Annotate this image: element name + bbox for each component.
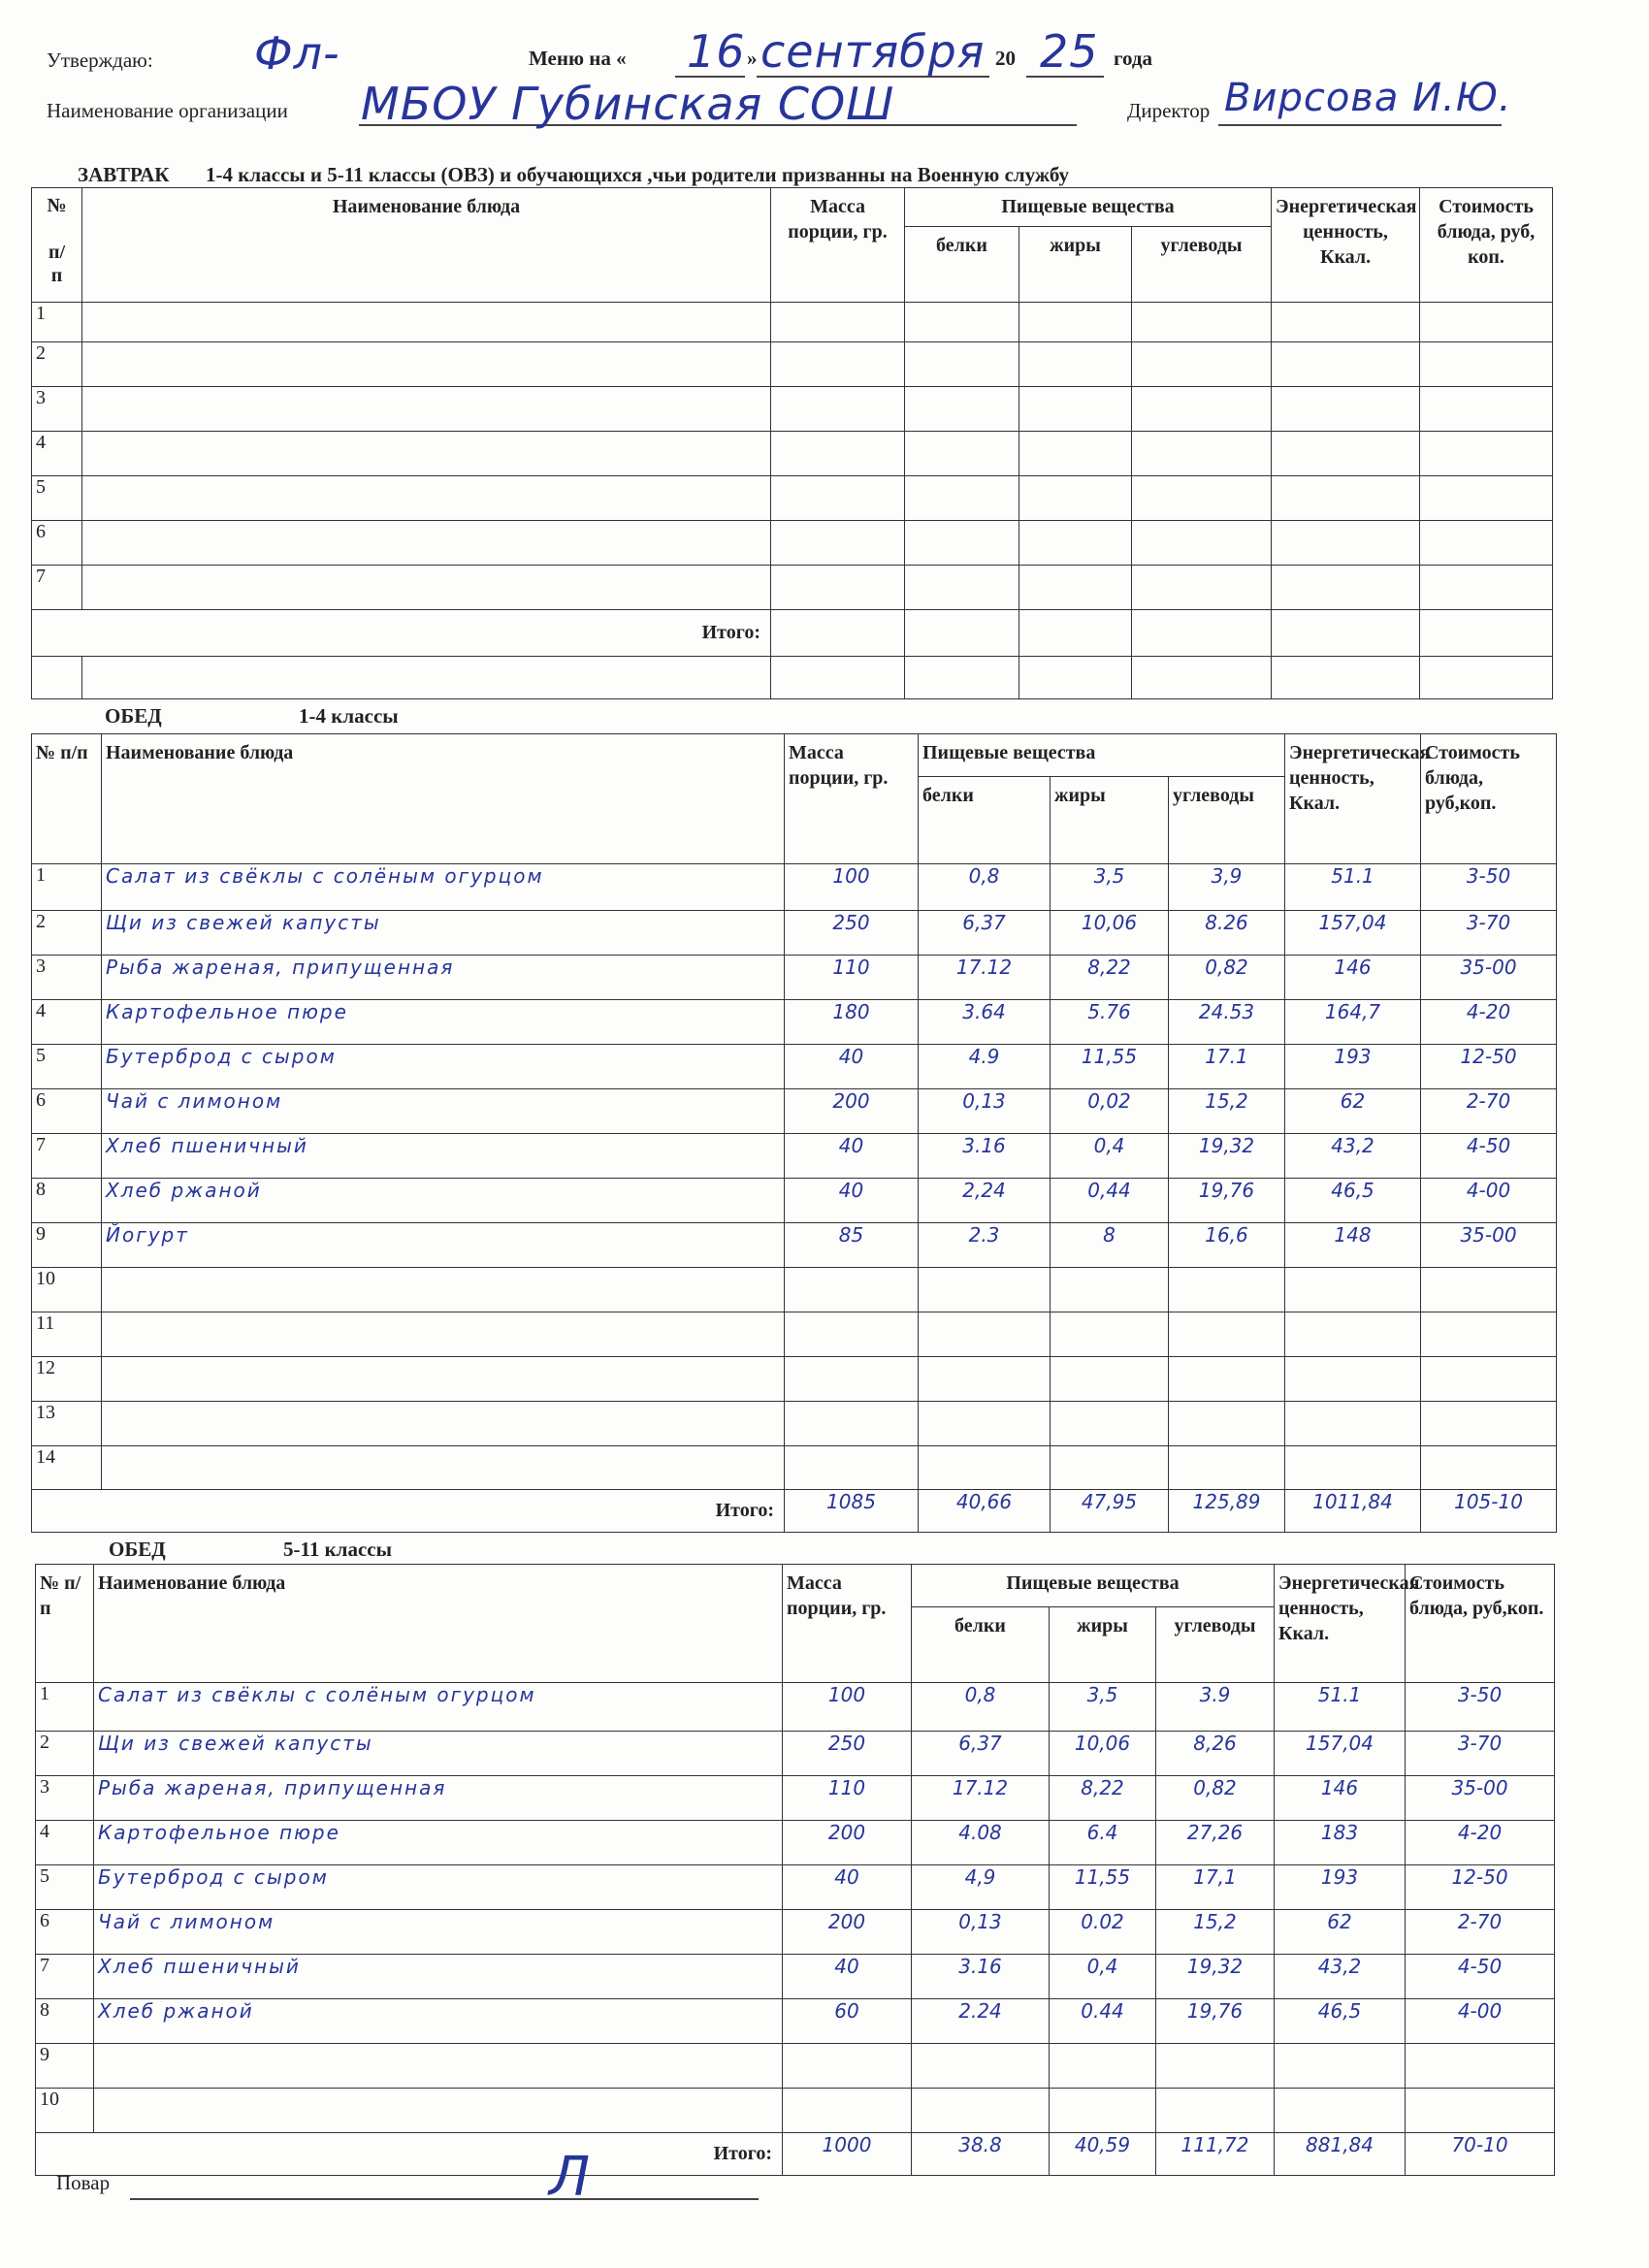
dish-mass: 110 [785, 956, 919, 1000]
dish-c: 8.26 [1169, 911, 1285, 956]
dish-cost: 35-00 [1406, 1776, 1555, 1821]
dish-mass [783, 2089, 912, 2133]
dish-p [912, 2044, 1050, 2089]
dish-cost: 3-70 [1406, 1732, 1555, 1776]
row-number: 2 [32, 342, 82, 387]
dish-mass: 250 [785, 911, 919, 956]
dish-c: 27,26 [1156, 1821, 1275, 1865]
dish-p: 4.9 [919, 1045, 1051, 1089]
breakfast-table [31, 187, 1553, 699]
dish-name: Щи из свежей капусты [102, 911, 785, 956]
row-number: 8 [32, 1179, 102, 1223]
dish-cost: 4-20 [1406, 1821, 1555, 1865]
lunch2-head-carbs: углеводы [1156, 1607, 1275, 1683]
lunch1-total-mass: 1085 [785, 1490, 919, 1533]
lunch1-head-carbs: углеводы [1169, 777, 1285, 864]
dish-name: Картофельное пюре [102, 1000, 785, 1045]
dish-mass: 200 [783, 1910, 912, 1955]
dish-f [1051, 1402, 1169, 1446]
row-number: 2 [36, 1732, 94, 1776]
table-row [36, 2089, 1555, 2133]
dish-p: 3.64 [919, 1000, 1051, 1045]
dish-cost [1406, 2089, 1555, 2133]
dish-p: 17.12 [912, 1776, 1050, 1821]
lunch1-total-cost: 105-10 [1421, 1490, 1557, 1533]
dish-cost: 35-00 [1421, 956, 1557, 1000]
dish-cost: 2-70 [1421, 1089, 1557, 1134]
dish-mass: 60 [783, 1999, 912, 2044]
dish-e: 46,5 [1285, 1179, 1421, 1223]
dish-e: 157,04 [1285, 911, 1421, 956]
dish-p [919, 1446, 1051, 1490]
dish-e [1275, 2089, 1406, 2133]
dish-f: 10,06 [1051, 911, 1169, 956]
dish-cost: 3-50 [1421, 864, 1557, 911]
dish-name [94, 2044, 783, 2089]
dish-c: 3,9 [1169, 864, 1285, 911]
dish-name: Салат из свёклы с солёным огурцом [102, 864, 785, 911]
table-row [36, 1776, 1555, 1821]
dish-p: 2,24 [919, 1179, 1051, 1223]
dish-name: Чай с лимоном [94, 1910, 783, 1955]
table-row [36, 1955, 1555, 1999]
dish-name [102, 1402, 785, 1446]
dish-name [94, 2089, 783, 2133]
dish-f: 8 [1051, 1223, 1169, 1268]
dish-e: 51.1 [1285, 864, 1421, 911]
breakfast-head-mass: Масса порции, гр. [771, 188, 905, 303]
lunch1-head-energy: Энергетическая ценность, Ккал. [1285, 734, 1421, 864]
dish-cost: 4-00 [1421, 1179, 1557, 1223]
dish-cost [1421, 1312, 1557, 1357]
dish-name [102, 1357, 785, 1402]
dish-e [1275, 2044, 1406, 2089]
dish-e: 146 [1275, 1776, 1406, 1821]
table-row [32, 432, 1553, 476]
dish-name: Хлеб ржаной [94, 1999, 783, 2044]
dish-name: Хлеб ржаной [102, 1179, 785, 1223]
row-number: 4 [32, 1000, 102, 1045]
row-number: 5 [32, 476, 82, 521]
dish-e: 146 [1285, 956, 1421, 1000]
dish-cost: 12-50 [1421, 1045, 1557, 1089]
dish-f: 8,22 [1050, 1776, 1156, 1821]
table-row [32, 1089, 1557, 1134]
dish-f: 0,02 [1051, 1089, 1169, 1134]
dish-c: 19,32 [1169, 1134, 1285, 1179]
lunch2-head-energy: Энергетическая ценность, Ккал. [1275, 1565, 1406, 1683]
row-number: 12 [32, 1357, 102, 1402]
dish-e: 43,2 [1285, 1134, 1421, 1179]
director-name: Вирсова И.Ю. [1224, 76, 1512, 120]
row-number: 2 [32, 911, 102, 956]
dish-cost [1421, 1357, 1557, 1402]
cook-signature: Л [549, 2146, 592, 2209]
dish-mass: 200 [783, 1821, 912, 1865]
dish-p: 0,8 [912, 1683, 1050, 1732]
dish-p: 0,8 [919, 864, 1051, 911]
lunch2-head-fat: жиры [1050, 1607, 1156, 1683]
row-number: 1 [32, 864, 102, 911]
dish-mass: 250 [783, 1732, 912, 1776]
dish-p: 4.08 [912, 1821, 1050, 1865]
breakfast-total-row [32, 610, 1553, 657]
table-row [32, 566, 1553, 610]
breakfast-subtitle: 1-4 классы и 5-11 классы (ОВЗ) и обучающихся ,чьи родители призванны на Военную службу [206, 163, 1070, 186]
lunch2-total-mass: 1000 [783, 2133, 912, 2176]
dish-f [1051, 1357, 1169, 1402]
dish-f: 6.4 [1050, 1821, 1156, 1865]
dish-mass [785, 1446, 919, 1490]
dish-p [912, 2089, 1050, 2133]
lunch2-total-f: 40,59 [1050, 2133, 1156, 2176]
dish-cost [1406, 2044, 1555, 2089]
dish-mass: 100 [785, 864, 919, 911]
dish-p: 3.16 [919, 1134, 1051, 1179]
dish-e [1285, 1446, 1421, 1490]
menu-year-word: года [1114, 47, 1153, 70]
org-label: Наименование организации [47, 99, 288, 122]
dish-name: Чай с лимоном [102, 1089, 785, 1134]
dish-name: Щи из свежей капусты [94, 1732, 783, 1776]
lunch1-head-fat: жиры [1051, 777, 1169, 864]
lunch1-head-num: № п/п [32, 734, 102, 864]
lunch2-total-e: 881,84 [1275, 2133, 1406, 2176]
lunch1-total-label: Итого: [32, 1490, 785, 1533]
dish-mass: 100 [783, 1683, 912, 1732]
table-row [32, 521, 1553, 566]
table-row [32, 303, 1553, 342]
dish-p: 4,9 [912, 1865, 1050, 1910]
lunch1-subtitle: 1-4 классы [299, 704, 399, 728]
table-row [32, 1223, 1557, 1268]
dish-f [1051, 1446, 1169, 1490]
row-number: 1 [36, 1683, 94, 1732]
lunch2-total-label: Итого: [36, 2133, 783, 2176]
dish-cost: 3-70 [1421, 911, 1557, 956]
row-number: 13 [32, 1402, 102, 1446]
dish-f: 0,4 [1051, 1134, 1169, 1179]
dish-c [1169, 1312, 1285, 1357]
table-row [32, 1446, 1557, 1490]
dish-p: 2.24 [912, 1999, 1050, 2044]
dish-c: 16,6 [1169, 1223, 1285, 1268]
dish-p [919, 1402, 1051, 1446]
lunch2-head-nutrients: Пищевые вещества [912, 1565, 1275, 1607]
dish-mass: 40 [785, 1179, 919, 1223]
dish-p: 2.3 [919, 1223, 1051, 1268]
breakfast-head-protein: белки [905, 227, 1019, 303]
dish-c: 8,26 [1156, 1732, 1275, 1776]
lunch1-total-f: 47,95 [1051, 1490, 1169, 1533]
menu-mid: » [747, 47, 758, 70]
dish-c: 19,76 [1156, 1999, 1275, 2044]
dish-f: 11,55 [1051, 1045, 1169, 1089]
lunch1-total-row [32, 1490, 1557, 1533]
dish-mass: 200 [785, 1089, 919, 1134]
table-row [32, 1357, 1557, 1402]
row-number: 6 [32, 1089, 102, 1134]
lunch1-total-p: 40,66 [919, 1490, 1051, 1533]
lunch2-subtitle: 5-11 классы [283, 1538, 393, 1561]
dish-f: 8,22 [1051, 956, 1169, 1000]
dish-e: 62 [1275, 1910, 1406, 1955]
dish-p [919, 1357, 1051, 1402]
dish-cost: 2-70 [1406, 1910, 1555, 1955]
dish-p: 6,37 [919, 911, 1051, 956]
dish-c: 17.1 [1169, 1045, 1285, 1089]
table-row [32, 387, 1553, 432]
row-number: 11 [32, 1312, 102, 1357]
table-row [32, 1179, 1557, 1223]
table-row [36, 1821, 1555, 1865]
dish-c [1156, 2089, 1275, 2133]
dish-c: 19,76 [1169, 1179, 1285, 1223]
row-number: 9 [36, 2044, 94, 2089]
row-number: 3 [36, 1776, 94, 1821]
dish-f: 0.02 [1050, 1910, 1156, 1955]
dish-mass: 110 [783, 1776, 912, 1821]
dish-e: 51.1 [1275, 1683, 1406, 1732]
dish-c [1169, 1357, 1285, 1402]
dish-e: 193 [1285, 1045, 1421, 1089]
table-row [32, 1134, 1557, 1179]
lunch1-head-name: Наименование блюда [102, 734, 785, 864]
dish-cost: 4-50 [1421, 1134, 1557, 1179]
table-row [36, 1732, 1555, 1776]
table-row [32, 864, 1557, 911]
dish-name: Рыба жареная, припущенная [94, 1776, 783, 1821]
director-label: Директор [1127, 99, 1211, 122]
approve-label: Утверждаю: [47, 49, 153, 72]
dish-f: 0,44 [1051, 1179, 1169, 1223]
dish-mass: 85 [785, 1223, 919, 1268]
row-number: 6 [32, 521, 82, 566]
table-row [32, 956, 1557, 1000]
dish-e: 164,7 [1285, 1000, 1421, 1045]
dish-e: 62 [1285, 1089, 1421, 1134]
approve-signature: Фл- [254, 27, 340, 80]
row-number: 3 [32, 956, 102, 1000]
lunch1-head-nutrients: Пищевые вещества [919, 734, 1285, 777]
table-row [32, 1268, 1557, 1312]
lunch2-head-cost: Стоимость блюда, руб,коп. [1406, 1565, 1555, 1683]
row-number: 9 [32, 1223, 102, 1268]
dish-f [1051, 1268, 1169, 1312]
row-number: 6 [36, 1910, 94, 1955]
breakfast-head-name: Наименование блюда [82, 188, 771, 303]
lunch1-head-mass: Масса порции, гр. [785, 734, 919, 864]
dish-e: 157,04 [1275, 1732, 1406, 1776]
dish-name: Салат из свёклы с солёным огурцом [94, 1683, 783, 1732]
dish-name: Хлеб пшеничный [102, 1134, 785, 1179]
row-number: 14 [32, 1446, 102, 1490]
dish-name: Бутерброд с сыром [94, 1865, 783, 1910]
dish-e [1285, 1402, 1421, 1446]
dish-f: 5.76 [1051, 1000, 1169, 1045]
dish-name: Картофельное пюре [94, 1821, 783, 1865]
lunch2-total-row [36, 2133, 1555, 2176]
dish-mass: 40 [783, 1865, 912, 1910]
row-number: 8 [36, 1999, 94, 2044]
dish-e: 193 [1275, 1865, 1406, 1910]
row-number: 10 [36, 2089, 94, 2133]
dish-c [1169, 1268, 1285, 1312]
dish-cost: 4-00 [1406, 1999, 1555, 2044]
dish-mass [785, 1312, 919, 1357]
dish-name: Рыба жареная, припущенная [102, 956, 785, 1000]
lunch1-head-cost: Стоимость блюда, руб,коп. [1421, 734, 1557, 864]
breakfast-title: ЗАВТРАК [78, 163, 170, 186]
dish-name [102, 1312, 785, 1357]
breakfast-total-label: Итого: [32, 610, 771, 657]
table-row [32, 1000, 1557, 1045]
dish-e: 46,5 [1275, 1999, 1406, 2044]
row-number: 5 [36, 1865, 94, 1910]
dish-c [1156, 2044, 1275, 2089]
menu-month: сентября [760, 25, 986, 78]
dish-p: 0,13 [919, 1089, 1051, 1134]
lunch2-table [35, 1564, 1555, 2176]
dish-mass [785, 1268, 919, 1312]
row-number: 4 [32, 432, 82, 476]
menu-year: 25 [1040, 25, 1099, 78]
lunch2-head-num: № п/п [36, 1565, 94, 1683]
dish-p: 0,13 [912, 1910, 1050, 1955]
breakfast-head-energy: Энергетическая ценность, Ккал. [1272, 188, 1420, 303]
breakfast-head-fat: жиры [1019, 227, 1132, 303]
dish-p [919, 1268, 1051, 1312]
row-number: 5 [32, 1045, 102, 1089]
lunch2-total-c: 111,72 [1156, 2133, 1275, 2176]
lunch2-title: ОБЕД [109, 1538, 166, 1561]
dish-c: 3.9 [1156, 1683, 1275, 1732]
dish-mass: 40 [785, 1134, 919, 1179]
dish-c [1169, 1446, 1285, 1490]
lunch1-title: ОБЕД [105, 704, 162, 728]
dish-name [102, 1268, 785, 1312]
dish-f [1050, 2089, 1156, 2133]
dish-name: Хлеб пшеничный [94, 1955, 783, 1999]
row-number: 1 [32, 303, 82, 342]
breakfast-head-num: № п/ п [32, 188, 82, 303]
menu-day: 16 [687, 25, 746, 78]
dish-f [1050, 2044, 1156, 2089]
row-number: 4 [36, 1821, 94, 1865]
dish-c: 15,2 [1169, 1089, 1285, 1134]
menu-prefix: Меню на « [529, 47, 627, 70]
dish-mass [785, 1357, 919, 1402]
dish-name [102, 1446, 785, 1490]
lunch2-head-name: Наименование блюда [94, 1565, 783, 1683]
dish-c [1169, 1402, 1285, 1446]
dish-p [919, 1312, 1051, 1357]
dish-name: Бутерброд с сыром [102, 1045, 785, 1089]
dish-c: 19,32 [1156, 1955, 1275, 1999]
dish-c: 0,82 [1169, 956, 1285, 1000]
dish-cost: 4-20 [1421, 1000, 1557, 1045]
row-number: 7 [32, 566, 82, 610]
row-number: 7 [36, 1955, 94, 1999]
dish-f: 0,4 [1050, 1955, 1156, 1999]
table-row [36, 1910, 1555, 1955]
dish-f: 3,5 [1050, 1683, 1156, 1732]
breakfast-head-carbs: углеводы [1132, 227, 1272, 303]
dish-mass: 40 [783, 1955, 912, 1999]
dish-f: 3,5 [1051, 864, 1169, 911]
dish-e: 183 [1275, 1821, 1406, 1865]
dish-f: 10,06 [1050, 1732, 1156, 1776]
dish-e [1285, 1312, 1421, 1357]
breakfast-head-cost: Стоимость блюда, руб, коп. [1420, 188, 1553, 303]
dish-c: 0,82 [1156, 1776, 1275, 1821]
dish-e [1285, 1268, 1421, 1312]
dish-mass: 180 [785, 1000, 919, 1045]
lunch2-total-p: 38.8 [912, 2133, 1050, 2176]
table-row [32, 342, 1553, 387]
dish-f: 11,55 [1050, 1865, 1156, 1910]
dish-cost: 35-00 [1421, 1223, 1557, 1268]
lunch2-head-mass: Масса порции, гр. [783, 1565, 912, 1683]
org-name: МБОУ Губинская СОШ [361, 78, 895, 130]
lunch2-total-cost: 70-10 [1406, 2133, 1555, 2176]
dish-cost [1421, 1446, 1557, 1490]
table-row [32, 911, 1557, 956]
dish-e: 43,2 [1275, 1955, 1406, 1999]
dish-cost: 4-50 [1406, 1955, 1555, 1999]
dish-c: 15,2 [1156, 1910, 1275, 1955]
dish-e: 148 [1285, 1223, 1421, 1268]
lunch1-table [31, 733, 1557, 1533]
lunch1-total-c: 125,89 [1169, 1490, 1285, 1533]
dish-f [1051, 1312, 1169, 1357]
lunch1-head-protein: белки [919, 777, 1051, 864]
dish-p: 17.12 [919, 956, 1051, 1000]
lunch2-head-protein: белки [912, 1607, 1050, 1683]
breakfast-head-nutrients: Пищевые вещества [905, 188, 1272, 227]
dish-c: 24.53 [1169, 1000, 1285, 1045]
dish-cost: 12-50 [1406, 1865, 1555, 1910]
table-row [32, 1312, 1557, 1357]
row-number: 7 [32, 1134, 102, 1179]
table-row [32, 1045, 1557, 1089]
dish-f: 0.44 [1050, 1999, 1156, 2044]
dish-mass [785, 1402, 919, 1446]
dish-mass: 40 [785, 1045, 919, 1089]
dish-p: 3.16 [912, 1955, 1050, 1999]
table-row [36, 1865, 1555, 1910]
dish-cost [1421, 1402, 1557, 1446]
row-number: 3 [32, 387, 82, 432]
lunch1-total-e: 1011,84 [1285, 1490, 1421, 1533]
dish-mass [783, 2044, 912, 2089]
row-number: 10 [32, 1268, 102, 1312]
dish-name: Йогурт [102, 1223, 785, 1268]
table-row [32, 1402, 1557, 1446]
menu-year-prefix: 20 [995, 47, 1016, 70]
dish-e [1285, 1357, 1421, 1402]
table-row [36, 2044, 1555, 2089]
dish-cost [1421, 1268, 1557, 1312]
table-row [32, 476, 1553, 521]
dish-p: 6,37 [912, 1732, 1050, 1776]
table-row [36, 1683, 1555, 1732]
table-row [36, 1999, 1555, 2044]
dish-cost: 3-50 [1406, 1683, 1555, 1732]
dish-c: 17,1 [1156, 1865, 1275, 1910]
cook-label: Повар [56, 2171, 111, 2194]
